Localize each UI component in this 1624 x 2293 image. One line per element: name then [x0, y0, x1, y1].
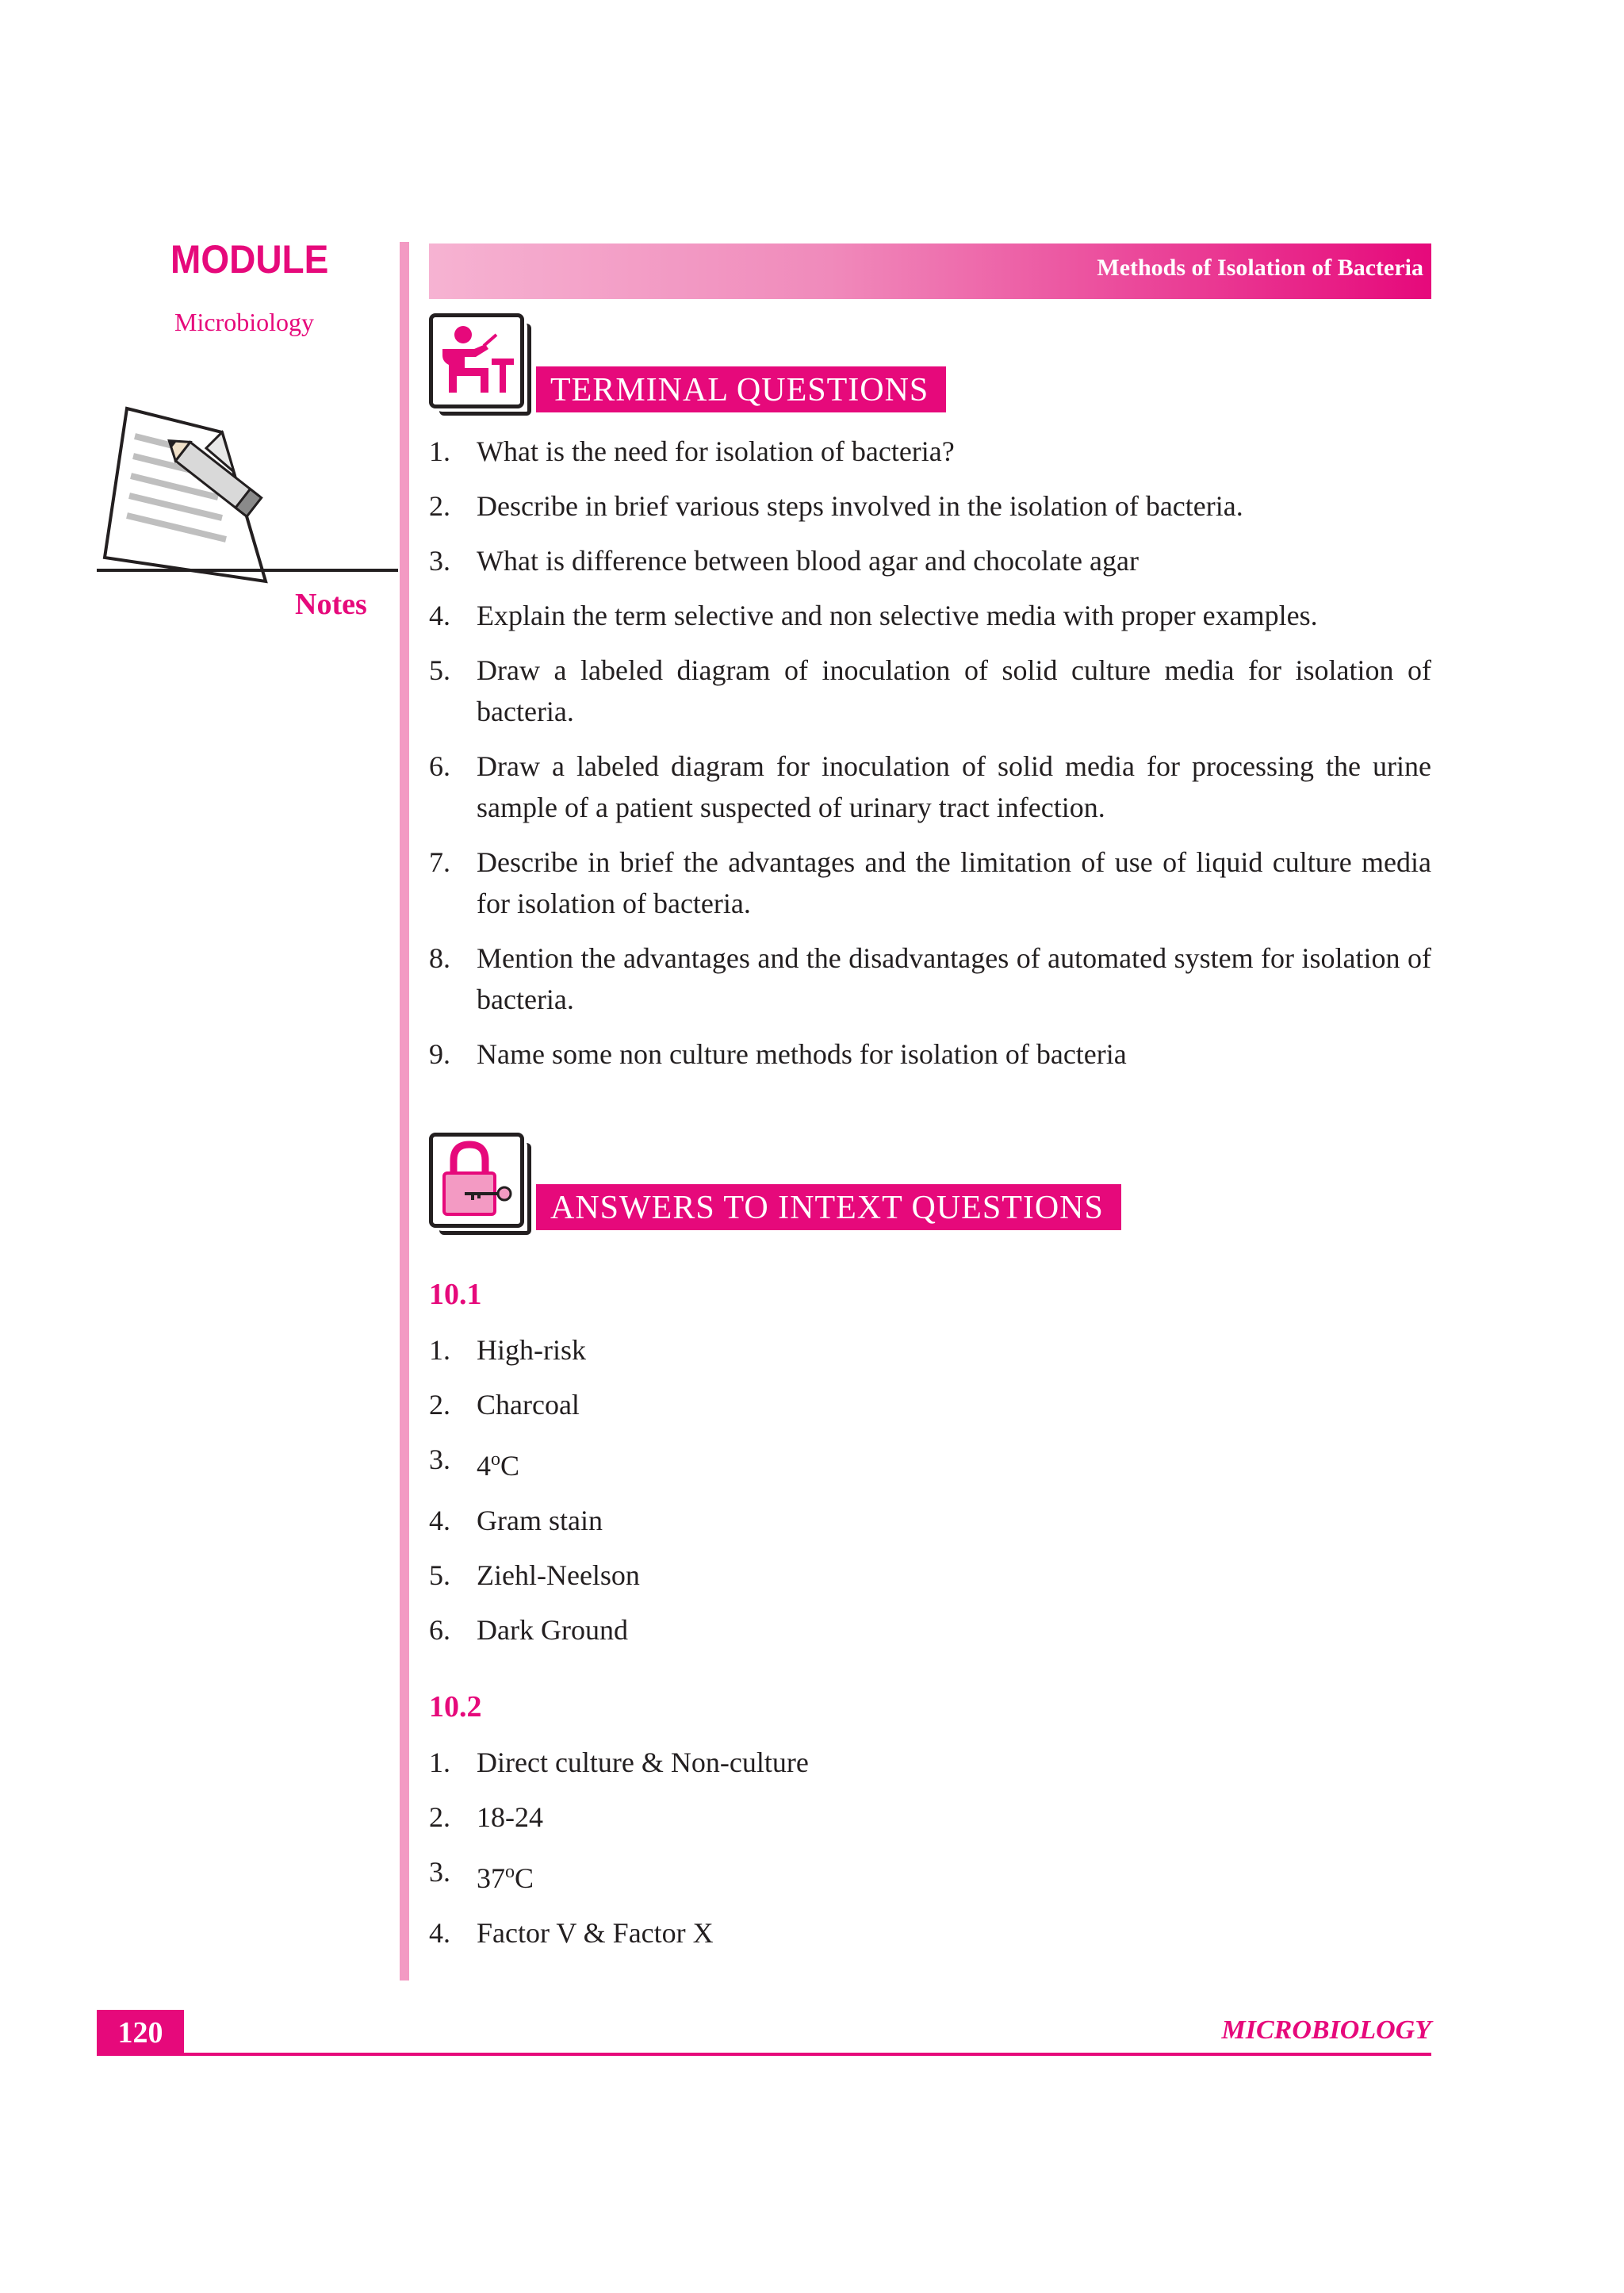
question-number: 8. — [429, 942, 450, 974]
page-number: 120 — [97, 2010, 184, 2056]
notes-label: Notes — [295, 588, 367, 621]
answer-text: Charcoal — [477, 1389, 580, 1421]
answer-text: Factor V & Factor X — [477, 1917, 714, 1949]
footer-divider — [184, 2053, 1431, 2056]
answer-number: 2. — [429, 1801, 450, 1833]
question-text: Describe in brief the advantages and the limitation of use of liquid culture media for isolation of bacteria. — [477, 846, 1431, 919]
answer-text: 37$^o$C — [477, 1862, 534, 1894]
question-item — [429, 650, 1431, 732]
question-number: 5. — [429, 654, 450, 686]
question-number: 2. — [429, 490, 450, 522]
question-item — [429, 540, 1431, 581]
question-text: Mention the advantages and the disadvantages of automated system for isolation of bacteria. — [477, 942, 1431, 1015]
answers-section-title: 10.2 — [429, 1690, 482, 1724]
question-number: 1. — [429, 435, 450, 467]
question-text: Describe in brief various steps involved in the isolation of bacteria. — [477, 490, 1243, 522]
question-number: 7. — [429, 846, 450, 878]
person-writing-icon — [429, 313, 524, 408]
answer-text: Dark Ground — [477, 1614, 628, 1646]
question-text: Name some non culture methods for isolation of bacteria — [477, 1038, 1127, 1070]
answers-section-title: 10.1 — [429, 1278, 482, 1311]
question-number: 4. — [429, 600, 450, 631]
answer-number: 6. — [429, 1614, 450, 1646]
answers-section-10-1 — [429, 1277, 1431, 1664]
answer-item — [429, 1329, 1431, 1371]
answer-number: 1. — [429, 1747, 450, 1778]
question-number: 3. — [429, 545, 450, 577]
answer-number: 5. — [429, 1559, 450, 1591]
question-item — [429, 1033, 1431, 1075]
answer-item — [429, 1439, 1431, 1486]
answer-item — [429, 1384, 1431, 1425]
question-item — [429, 485, 1431, 527]
answer-number: 1. — [429, 1334, 450, 1366]
answer-number: 4. — [429, 1505, 450, 1536]
answer-text: 18-24 — [477, 1801, 543, 1833]
question-item — [429, 595, 1431, 636]
chapter-header — [429, 243, 1431, 299]
question-item — [429, 938, 1431, 1020]
answer-number: 3. — [429, 1444, 450, 1475]
answer-item — [429, 1500, 1431, 1541]
answer-item — [429, 1851, 1431, 1899]
terminal-questions-heading: TERMINAL QUESTIONS — [536, 366, 946, 412]
chapter-title: Methods of Isolation of Bacteria — [1097, 255, 1423, 281]
notes-divider — [97, 569, 398, 572]
module-subject: Microbiology — [174, 308, 314, 336]
answer-number: 4. — [429, 1917, 450, 1949]
question-item — [429, 842, 1431, 924]
question-text: Draw a labeled diagram of inoculation of solid culture media for isolation of bacteria. — [477, 654, 1431, 727]
answer-text: 4$^o$C — [477, 1449, 520, 1482]
answer-number: 2. — [429, 1389, 450, 1421]
question-text: Draw a labeled diagram for inoculation of solid media for processing the urine sample of a patient suspected of urinary tract infection. — [477, 750, 1431, 823]
answer-text: Ziehl-Neelson — [477, 1559, 640, 1591]
answer-text: High-risk — [477, 1334, 586, 1366]
question-text: Explain the term selective and non selective media with proper examples. — [477, 600, 1318, 631]
answer-item — [429, 1912, 1431, 1954]
question-number: 6. — [429, 750, 450, 782]
answers-heading: ANSWERS TO INTEXT QUESTIONS — [536, 1184, 1121, 1230]
answer-item — [429, 1609, 1431, 1651]
module-title: MODULE — [170, 237, 329, 282]
question-number: 9. — [429, 1038, 450, 1070]
notes-paper-pencil-icon — [95, 401, 293, 591]
question-item — [429, 431, 1431, 472]
answer-text: Direct culture & Non-culture — [477, 1747, 809, 1778]
answer-text: Gram stain — [477, 1505, 603, 1536]
question-text: What is the need for isolation of bacteria? — [477, 435, 955, 467]
answer-item — [429, 1742, 1431, 1783]
margin-bar — [400, 242, 409, 1980]
terminal-questions-list — [429, 431, 1431, 1088]
answer-item — [429, 1555, 1431, 1596]
answer-number: 3. — [429, 1856, 450, 1888]
lock-key-icon — [429, 1133, 524, 1228]
question-item — [429, 746, 1431, 828]
book-title: MICROBIOLOGY — [1221, 2015, 1431, 2045]
question-text: What is difference between blood agar and chocolate agar — [477, 545, 1139, 577]
answer-item — [429, 1796, 1431, 1838]
answers-section-10-2 — [429, 1689, 1431, 1967]
